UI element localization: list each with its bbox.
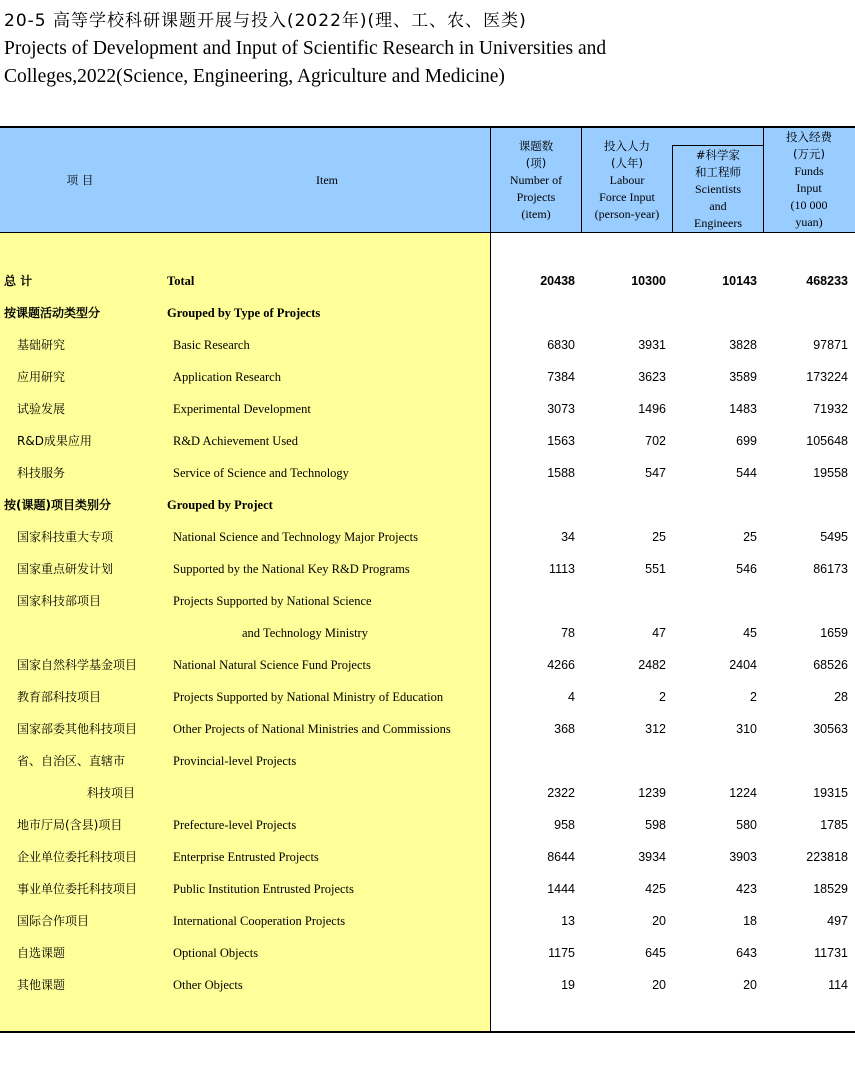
table-row (0, 777, 855, 809)
header-text: (10 000 (790, 198, 828, 212)
cell-projects: 34 (561, 530, 575, 544)
cell-scientists: 2404 (729, 658, 757, 672)
row-label-cn: 按课题活动类型分 (4, 306, 101, 320)
cell-funds: 86173 (813, 562, 848, 576)
header-text: (项) (525, 156, 547, 170)
cell-labour: 702 (645, 434, 666, 448)
header-scientists-engineers (673, 147, 763, 232)
row-label-cn: 国家科技重大专项 (17, 530, 114, 544)
cell-scientists: 3828 (729, 338, 757, 352)
table-row (0, 521, 855, 553)
table-title-english-line2: Colleges,2022(Science, Engineering, Agriculture and Medicine) (4, 66, 505, 87)
cell-scientists: 1483 (729, 402, 757, 416)
cell-scientists: 18 (743, 914, 757, 928)
cell-funds: 5495 (820, 530, 848, 544)
cell-labour: 10300 (631, 274, 666, 288)
header-number-of-projects (492, 138, 580, 223)
table-row (0, 425, 855, 457)
table-row (0, 361, 855, 393)
row-label-en: Optional Objects (173, 946, 259, 960)
table-header (0, 126, 855, 232)
cell-labour: 551 (645, 562, 666, 576)
row-label-en: Supported by the National Key R&D Programs (173, 562, 410, 576)
cell-funds: 497 (827, 914, 848, 928)
cell-labour: 20 (652, 978, 666, 992)
table-row (0, 585, 855, 617)
cell-funds: 18529 (813, 882, 848, 896)
cell-labour: 20 (652, 914, 666, 928)
header-text: Force Input (599, 190, 655, 204)
cell-projects: 3073 (547, 402, 575, 416)
row-label-cn: 科技服务 (17, 466, 66, 480)
row-label-cn: 按(课题)项目类别分 (4, 498, 111, 512)
cell-projects: 19 (561, 978, 575, 992)
header-text: (person-year) (594, 207, 660, 221)
cell-labour: 547 (645, 466, 666, 480)
row-label-en: Other Objects (173, 978, 243, 992)
row-label-cn: 事业单位委托科技项目 (17, 882, 138, 896)
cell-labour: 1239 (638, 786, 666, 800)
header-item-cn: 项 目 (66, 173, 94, 187)
header-text: Funds (794, 164, 824, 178)
table-row (0, 617, 855, 649)
row-label-en: National Science and Technology Major Projects (173, 530, 419, 544)
cell-scientists: 546 (736, 562, 757, 576)
cell-scientists: 423 (736, 882, 757, 896)
row-label-cn: 企业单位委托科技项目 (17, 850, 138, 864)
row-label-en: Service of Science and Technology (173, 466, 349, 480)
cell-scientists: 544 (736, 466, 757, 480)
cell-projects: 6830 (547, 338, 575, 352)
header-text: and (709, 199, 727, 213)
header-text: Input (796, 181, 822, 195)
cell-funds: 173224 (806, 370, 848, 384)
row-label-en: Prefecture-level Projects (173, 818, 297, 832)
row-label-cn: 省、自治区、直辖市 (17, 754, 126, 768)
cell-funds: 28 (834, 690, 848, 704)
row-label-en: Application Research (173, 370, 281, 384)
cell-funds: 68526 (813, 658, 848, 672)
table-row (0, 393, 855, 425)
row-label-en: Total (167, 274, 195, 288)
table-row (0, 681, 855, 713)
cell-scientists: 580 (736, 818, 757, 832)
column-divider (672, 145, 673, 232)
cell-projects: 78 (561, 626, 575, 640)
row-label-cn: R&D成果应用 (17, 434, 92, 448)
cell-funds: 97871 (813, 338, 848, 352)
cell-funds: 19315 (813, 786, 848, 800)
row-label-cn: 试验发展 (17, 402, 66, 416)
table-row (0, 553, 855, 585)
cell-projects: 1113 (549, 562, 575, 576)
header-labour-force-input (582, 138, 672, 223)
cell-scientists: 310 (736, 722, 757, 736)
cell-scientists: 3903 (729, 850, 757, 864)
table-row (0, 841, 855, 873)
row-label-cn: 国际合作项目 (17, 914, 90, 928)
row-label-en: International Cooperation Projects (173, 914, 346, 928)
table-title-english-line1: Projects of Development and Input of Scientific Research in Universities and (4, 38, 607, 59)
row-label-en: Provincial-level Projects (173, 754, 297, 768)
header-text: Number of (509, 173, 563, 187)
row-label-en: Other Projects of National Ministries and Commissions (173, 722, 451, 736)
cell-projects: 7384 (547, 370, 575, 384)
cell-labour: 312 (645, 722, 666, 736)
cell-funds: 71932 (813, 402, 848, 416)
cell-labour: 645 (645, 946, 666, 960)
cell-funds: 1785 (820, 818, 848, 832)
row-label-cn: 国家科技部项目 (17, 594, 102, 608)
header-text: #科学家 (695, 148, 741, 162)
cell-scientists: 699 (736, 434, 757, 448)
row-label-en: Projects Supported by National Science (173, 594, 372, 608)
row-label-en: and Technology Ministry (242, 626, 368, 640)
row-label-cn: 自选课题 (17, 946, 66, 960)
row-label-cn: 基础研究 (17, 338, 66, 352)
row-label-cn: 国家部委其他科技项目 (17, 722, 138, 736)
cell-labour: 425 (645, 882, 666, 896)
header-text: 投入经费 (786, 130, 832, 144)
row-label-cn: 国家重点研发计划 (17, 562, 114, 576)
cell-projects: 2322 (547, 786, 575, 800)
cell-projects: 1563 (547, 434, 575, 448)
cell-scientists: 1224 (729, 786, 757, 800)
cell-projects: 8644 (547, 850, 575, 864)
row-label-en: Grouped by Project (167, 498, 273, 512)
cell-projects: 13 (561, 914, 575, 928)
cell-funds: 223818 (806, 850, 848, 864)
cell-funds: 105648 (806, 434, 848, 448)
cell-funds: 1659 (820, 626, 848, 640)
table-row (0, 937, 855, 969)
cell-projects: 1175 (548, 946, 575, 960)
cell-projects: 4266 (547, 658, 575, 672)
table-bottom-rule (0, 1031, 855, 1033)
cell-scientists: 10143 (722, 274, 757, 288)
header-text: (万元) (793, 147, 825, 161)
row-label-cn: 地市厅局(含县)项目 (17, 818, 123, 832)
table-row (0, 809, 855, 841)
cell-funds: 468233 (806, 274, 848, 288)
cell-scientists: 643 (736, 946, 757, 960)
cell-labour: 2482 (638, 658, 666, 672)
cell-projects: 4 (568, 690, 575, 704)
cell-scientists: 25 (743, 530, 757, 544)
table-row (0, 329, 855, 361)
row-label-cn: 教育部科技项目 (17, 690, 102, 704)
cell-projects: 1588 (547, 466, 575, 480)
cell-funds: 30563 (813, 722, 848, 736)
cell-scientists: 20 (743, 978, 757, 992)
row-label-en: Experimental Development (173, 402, 311, 416)
row-label-en: Enterprise Entrusted Projects (173, 850, 319, 864)
row-label-en: Public Institution Entrusted Projects (173, 882, 354, 896)
row-label-cn: 国家自然科学基金项目 (17, 658, 138, 672)
header-bottom-rule (0, 232, 855, 233)
header-text: Engineers (694, 216, 742, 230)
header-text: 课题数 (518, 139, 554, 153)
column-divider (763, 127, 764, 232)
header-text: 和工程师 (695, 165, 741, 179)
cell-projects: 368 (554, 722, 575, 736)
header-item-en: Item (316, 173, 338, 187)
table-row (0, 489, 855, 521)
cell-labour: 1496 (638, 402, 666, 416)
table-row (0, 969, 855, 1001)
cell-labour: 3931 (638, 338, 666, 352)
header-text: yuan) (795, 215, 823, 229)
cell-labour: 598 (645, 818, 666, 832)
cell-labour: 3623 (638, 370, 666, 384)
table-row (0, 297, 855, 329)
header-funds-input (764, 129, 854, 231)
cell-funds: 11731 (814, 946, 848, 960)
header-text: Projects (516, 190, 556, 204)
header-text: (item) (521, 207, 551, 221)
table-row (0, 649, 855, 681)
sub-header-rule (672, 145, 763, 146)
cell-scientists: 3589 (729, 370, 757, 384)
table-row (0, 745, 855, 777)
header-text: Labour (609, 173, 645, 187)
cell-funds: 19558 (813, 466, 848, 480)
cell-projects: 958 (554, 818, 575, 832)
header-text: Scientists (694, 182, 741, 196)
cell-projects: 1444 (547, 882, 575, 896)
table-row (0, 265, 855, 297)
table-row (0, 905, 855, 937)
column-divider (581, 127, 582, 232)
cell-labour: 3934 (638, 850, 666, 864)
row-label-en: National Natural Science Fund Projects (173, 658, 371, 672)
row-label-cn: 应用研究 (17, 370, 66, 384)
cell-scientists: 2 (750, 690, 757, 704)
header-text: 投入人力 (604, 139, 650, 153)
cell-labour: 2 (659, 690, 666, 704)
cell-funds: 114 (828, 978, 848, 992)
header-text: (人年) (611, 156, 643, 170)
row-label-en: R&D Achievement Used (173, 434, 298, 448)
row-label-en: Grouped by Type of Projects (167, 306, 321, 320)
row-label-en: Projects Supported by National Ministry of Education (173, 690, 444, 704)
table-row (0, 713, 855, 745)
table-row (0, 873, 855, 905)
row-label-en: Basic Research (173, 338, 250, 352)
row-label-cn: 其他课题 (17, 978, 66, 992)
table-title-chinese: 20-5 高等学校科研课题开展与投入(2022年)(理、工、农、医类) (4, 11, 527, 31)
row-label-cn: 科技项目 (87, 786, 136, 800)
cell-labour: 47 (652, 626, 666, 640)
row-label-cn: 总 计 (4, 274, 33, 288)
cell-scientists: 45 (743, 626, 757, 640)
table-row (0, 457, 855, 489)
cell-projects: 20438 (540, 274, 575, 288)
cell-labour: 25 (652, 530, 666, 544)
